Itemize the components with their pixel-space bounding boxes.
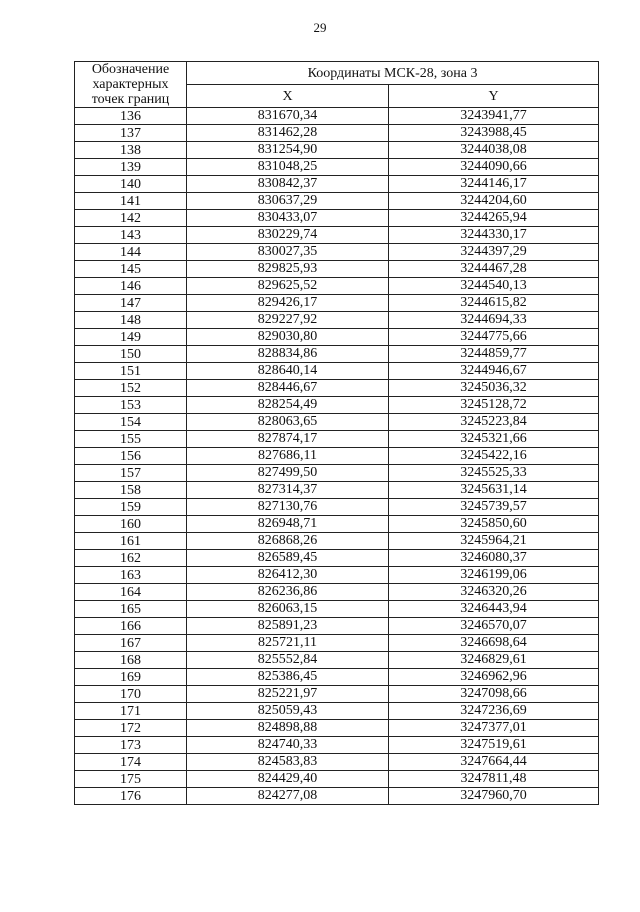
table-row [75,635,599,652]
y-coordinate-cell: 3244775,66 [389,329,599,346]
y-coordinate-cell: 3245525,33 [389,465,599,482]
y-coordinate-cell: 3245128,72 [389,397,599,414]
x-coordinate-cell: 830637,29 [187,193,389,210]
table-row [75,618,599,635]
y-column-header: Y [389,85,599,108]
table-row [75,652,599,669]
point-id-cell: 157 [75,465,187,482]
x-coordinate-cell: 831048,25 [187,159,389,176]
y-coordinate-cell: 3247098,66 [389,686,599,703]
point-id-cell: 146 [75,278,187,295]
point-id-cell: 174 [75,754,187,771]
table-row [75,499,599,516]
y-coordinate-cell: 3244146,17 [389,176,599,193]
y-coordinate-cell: 3247236,69 [389,703,599,720]
coords-group-header: Координаты МСК-28, зона 3 [187,62,599,85]
point-id-cell: 155 [75,431,187,448]
point-id-cell: 150 [75,346,187,363]
table-row [75,533,599,550]
x-coordinate-cell: 827686,11 [187,448,389,465]
point-id-cell: 168 [75,652,187,669]
y-coordinate-cell: 3246570,07 [389,618,599,635]
table-row [75,312,599,329]
x-coordinate-cell: 829825,93 [187,261,389,278]
x-coordinate-cell: 830229,74 [187,227,389,244]
x-coordinate-cell: 824898,88 [187,720,389,737]
point-id-cell: 148 [75,312,187,329]
y-coordinate-cell: 3246320,26 [389,584,599,601]
y-coordinate-cell: 3245321,66 [389,431,599,448]
y-coordinate-cell: 3246962,96 [389,669,599,686]
y-coordinate-cell: 3244397,29 [389,244,599,261]
x-coordinate-cell: 830027,35 [187,244,389,261]
x-coordinate-cell: 827130,76 [187,499,389,516]
point-id-cell: 171 [75,703,187,720]
table-row [75,125,599,142]
point-id-cell: 164 [75,584,187,601]
y-coordinate-cell: 3245223,84 [389,414,599,431]
y-coordinate-cell: 3247519,61 [389,737,599,754]
x-coordinate-cell: 825221,97 [187,686,389,703]
y-coordinate-cell: 3246199,06 [389,567,599,584]
x-coordinate-cell: 829625,52 [187,278,389,295]
point-id-cell: 156 [75,448,187,465]
table-row [75,788,599,805]
y-coordinate-cell: 3244204,60 [389,193,599,210]
table-row [75,108,599,125]
table-row [75,346,599,363]
x-coordinate-cell: 828063,65 [187,414,389,431]
point-id-cell: 170 [75,686,187,703]
x-coordinate-cell: 826412,30 [187,567,389,584]
x-coordinate-cell: 831670,34 [187,108,389,125]
table-row [75,669,599,686]
point-id-cell: 151 [75,363,187,380]
table-row [75,142,599,159]
x-coordinate-cell: 825552,84 [187,652,389,669]
table-row [75,193,599,210]
y-coordinate-cell: 3243941,77 [389,108,599,125]
point-id-cell: 136 [75,108,187,125]
table-row [75,261,599,278]
point-id-cell: 175 [75,771,187,788]
x-coordinate-cell: 828446,67 [187,380,389,397]
point-id-cell: 139 [75,159,187,176]
x-coordinate-cell: 826063,15 [187,601,389,618]
x-coordinate-cell: 826868,26 [187,533,389,550]
y-coordinate-cell: 3243988,45 [389,125,599,142]
table-row [75,584,599,601]
y-coordinate-cell: 3244540,13 [389,278,599,295]
x-coordinate-cell: 828254,49 [187,397,389,414]
point-id-cell: 173 [75,737,187,754]
point-id-cell: 145 [75,261,187,278]
point-id-cell: 154 [75,414,187,431]
y-coordinate-cell: 3244038,08 [389,142,599,159]
x-coordinate-cell: 831462,28 [187,125,389,142]
table-row [75,550,599,567]
point-id-cell: 140 [75,176,187,193]
x-coordinate-cell: 829426,17 [187,295,389,312]
x-coordinate-cell: 830842,37 [187,176,389,193]
table-row [75,397,599,414]
y-coordinate-cell: 3244694,33 [389,312,599,329]
x-coordinate-cell: 827874,17 [187,431,389,448]
point-id-cell: 163 [75,567,187,584]
y-coordinate-cell: 3246698,64 [389,635,599,652]
x-coordinate-cell: 824740,33 [187,737,389,754]
x-coordinate-cell: 830433,07 [187,210,389,227]
point-id-cell: 144 [75,244,187,261]
y-coordinate-cell: 3245964,21 [389,533,599,550]
table-row [75,720,599,737]
x-coordinate-cell: 829030,80 [187,329,389,346]
table-row [75,380,599,397]
point-id-cell: 149 [75,329,187,346]
y-coordinate-cell: 3244615,82 [389,295,599,312]
x-coordinate-cell: 826948,71 [187,516,389,533]
table-row [75,210,599,227]
y-coordinate-cell: 3244946,67 [389,363,599,380]
header-row-top [75,62,599,85]
x-coordinate-cell: 825721,11 [187,635,389,652]
table-body [75,108,599,805]
y-coordinate-cell: 3245036,32 [389,380,599,397]
x-coordinate-cell: 824583,83 [187,754,389,771]
x-coordinate-cell: 824429,40 [187,771,389,788]
y-coordinate-cell: 3244090,66 [389,159,599,176]
y-coordinate-cell: 3244330,17 [389,227,599,244]
y-coordinate-cell: 3245739,57 [389,499,599,516]
point-id-cell: 160 [75,516,187,533]
table-row [75,244,599,261]
point-id-cell: 159 [75,499,187,516]
y-coordinate-cell: 3245850,60 [389,516,599,533]
x-coordinate-cell: 828834,86 [187,346,389,363]
table-row [75,482,599,499]
y-coordinate-cell: 3247664,44 [389,754,599,771]
table-row [75,329,599,346]
point-id-cell: 153 [75,397,187,414]
x-coordinate-cell: 825386,45 [187,669,389,686]
point-id-cell: 165 [75,601,187,618]
coordinates-table [74,61,599,805]
y-coordinate-cell: 3247960,70 [389,788,599,805]
x-column-header: X [187,85,389,108]
table-row [75,176,599,193]
point-id-cell: 141 [75,193,187,210]
point-id-cell: 162 [75,550,187,567]
y-coordinate-cell: 3244467,28 [389,261,599,278]
y-coordinate-cell: 3246443,94 [389,601,599,618]
table-row [75,686,599,703]
table-row [75,516,599,533]
table-header [75,62,599,108]
point-id-cell: 176 [75,788,187,805]
table-row [75,737,599,754]
table-row [75,414,599,431]
table-row [75,567,599,584]
y-coordinate-cell: 3245422,16 [389,448,599,465]
table-row [75,431,599,448]
table-row [75,278,599,295]
point-id-cell: 161 [75,533,187,550]
table-row [75,754,599,771]
y-coordinate-cell: 3246080,37 [389,550,599,567]
point-id-cell: 143 [75,227,187,244]
point-id-cell: 138 [75,142,187,159]
y-coordinate-cell: 3245631,14 [389,482,599,499]
point-id-cell: 167 [75,635,187,652]
table-row [75,295,599,312]
x-coordinate-cell: 827314,37 [187,482,389,499]
y-coordinate-cell: 3247811,48 [389,771,599,788]
x-coordinate-cell: 831254,90 [187,142,389,159]
x-coordinate-cell: 824277,08 [187,788,389,805]
table-row [75,601,599,618]
x-coordinate-cell: 826589,45 [187,550,389,567]
x-coordinate-cell: 825059,43 [187,703,389,720]
point-id-cell: 172 [75,720,187,737]
table-row [75,465,599,482]
x-coordinate-cell: 829227,92 [187,312,389,329]
y-coordinate-cell: 3244265,94 [389,210,599,227]
table-row [75,771,599,788]
x-coordinate-cell: 828640,14 [187,363,389,380]
y-coordinate-cell: 3244859,77 [389,346,599,363]
point-id-cell: 166 [75,618,187,635]
point-id-cell: 147 [75,295,187,312]
point-id-cell: 137 [75,125,187,142]
table-row [75,363,599,380]
point-label-header: Обозначение характерных точек границ [75,62,187,108]
point-id-cell: 169 [75,669,187,686]
point-id-cell: 158 [75,482,187,499]
table-row [75,227,599,244]
point-id-cell: 142 [75,210,187,227]
table-row [75,448,599,465]
x-coordinate-cell: 826236,86 [187,584,389,601]
y-coordinate-cell: 3247377,01 [389,720,599,737]
y-coordinate-cell: 3246829,61 [389,652,599,669]
x-coordinate-cell: 827499,50 [187,465,389,482]
point-id-cell: 152 [75,380,187,397]
table-row [75,703,599,720]
x-coordinate-cell: 825891,23 [187,618,389,635]
page-number: 29 [313,20,327,35]
table-row [75,159,599,176]
